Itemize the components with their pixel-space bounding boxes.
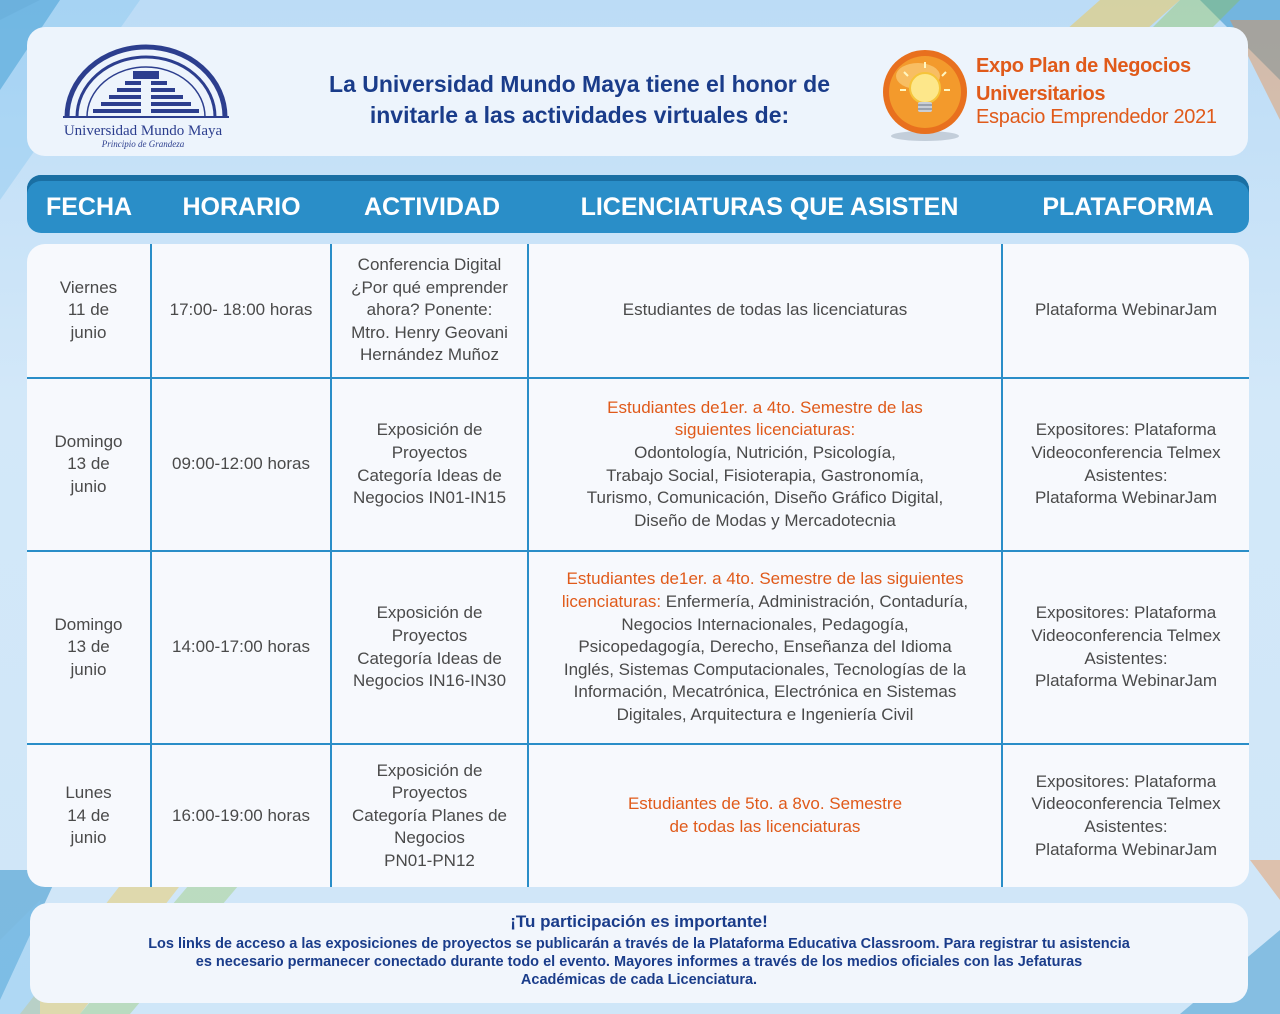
table-row-4-actividad — [332, 745, 527, 887]
table-row-4-licenciaturas — [529, 745, 1001, 887]
plataforma-line: Expositores: Plataforma — [1035, 603, 1217, 623]
actividad-line: Negocios IN16-IN30 — [352, 671, 507, 691]
table-row-1-plataforma — [1003, 244, 1249, 377]
actividad-line: ahora? Ponente: — [366, 300, 493, 320]
licenciaturas-mixed-line — [562, 591, 968, 614]
footer-title: ¡Tu participación es importante! — [510, 912, 768, 931]
column-header-actividad: ACTIVIDAD — [363, 193, 501, 221]
invitation-line-2: invitarle a las actividades virtuales de: — [369, 102, 790, 128]
logo-tagline: Principio de Grandeza — [101, 139, 185, 149]
column-header-horario: HORARIO — [182, 193, 301, 221]
plataforma-line: Asistentes: — [1084, 817, 1168, 836]
table-row-3-fecha — [27, 552, 150, 743]
invitation-line-1: La Universidad Mundo Maya tiene el honor de — [329, 71, 830, 97]
footer-line-1: Los links de acceso a las exposiciones de proyectos se publicarán a través de la Plataforma Educativa Classroom. Para registrar tu asistencia — [148, 936, 1130, 952]
column-header-plataforma: PLATAFORMA — [1042, 193, 1214, 221]
fecha-line: Viernes — [59, 277, 118, 297]
licenciaturas-heading-line: siguientes licenciaturas: — [674, 420, 856, 440]
table-row-2-plataforma — [1003, 379, 1249, 550]
licenciaturas-line: Estudiantes de todas las licenciaturas — [622, 300, 908, 320]
table-row-2-licenciaturas — [529, 379, 1001, 550]
plataforma-line: Plataforma WebinarJam — [1034, 488, 1218, 508]
fecha-line: junio — [70, 828, 107, 848]
fecha-line: Lunes — [65, 783, 112, 803]
plataforma-line: Plataforma WebinarJam — [1034, 839, 1218, 859]
column-header-licenciaturas: LICENCIATURAS QUE ASISTEN — [580, 193, 959, 221]
actividad-line: Exposición de — [376, 760, 483, 780]
invitation-text — [257, 69, 902, 131]
fecha-line: junio — [70, 322, 107, 342]
event-subtitle: Espacio Emprendedor 2021 — [976, 106, 1217, 128]
plataforma-line: Expositores: Plataforma — [1035, 420, 1217, 440]
actividad-line: Categoría Ideas de — [357, 648, 502, 668]
table-row-1-actividad — [332, 244, 527, 377]
plataforma-line: Asistentes: — [1084, 465, 1168, 485]
table-row-4-horario: 16:00-19:00 horas — [172, 805, 310, 825]
licenciaturas-line: Digitales, Arquitectura e Ingeniería Civil — [616, 704, 914, 724]
footer-body — [60, 935, 1218, 989]
table-row-2-fecha — [27, 379, 150, 550]
fecha-line: Domingo — [54, 431, 123, 451]
lightbulb-icon — [878, 48, 972, 144]
plataforma-line: Videoconferencia Telmex — [1031, 625, 1221, 645]
actividad-line: Negocios IN01-IN15 — [352, 488, 507, 508]
licenciaturas-heading-line: Estudiantes de 5to. a 8vo. Semestre — [627, 794, 903, 814]
table-row-3-actividad — [332, 552, 527, 743]
actividad-line: Proyectos — [391, 625, 468, 645]
event-title-line-2: Universitarios — [976, 83, 1106, 105]
licenciaturas-inline: Enfermería, Administración, Contaduría, — [661, 592, 969, 612]
table-row-3-plataforma — [1003, 552, 1249, 743]
fecha-line: 14 de — [67, 805, 110, 825]
licenciaturas-line: Psicopedagogía, Derecho, Enseñanza del Idioma — [578, 637, 952, 657]
table-row-3-horario: 14:00-17:00 horas — [172, 637, 310, 657]
table-row-1-horario: 17:00- 18:00 horas — [169, 300, 313, 320]
actividad-line: Proyectos — [391, 442, 468, 462]
licenciaturas-line: Odontología, Nutrición, Psicología, — [634, 442, 896, 462]
fecha-line: Domingo — [54, 614, 123, 634]
table-row-1-fecha — [27, 244, 150, 377]
actividad-line: Categoría Planes de — [352, 805, 507, 825]
logo-name: Universidad Mundo Maya — [63, 123, 223, 139]
plataforma-line: Asistentes: — [1084, 648, 1168, 668]
fecha-line: 11 de — [67, 300, 110, 320]
event-title — [976, 52, 1191, 108]
event-title-line-1: Expo Plan de Negocios — [976, 55, 1191, 77]
table-row-2-actividad — [332, 379, 527, 550]
table-row-4-fecha — [27, 745, 150, 887]
licenciaturas-heading-line: de todas las licenciaturas — [669, 817, 861, 836]
actividad-line: Hernández Muñoz — [360, 345, 499, 365]
fecha-line: 13 de — [67, 454, 110, 474]
plataforma-line: Videoconferencia Telmex — [1031, 442, 1221, 462]
fecha-line: junio — [70, 476, 107, 496]
table-header — [27, 175, 1249, 233]
actividad-line: PN01-PN12 — [384, 850, 475, 870]
licenciaturas-line: Negocios Internacionales, Pedagogía, — [621, 614, 909, 634]
table-row-2-horario: 09:00-12:00 horas — [172, 454, 310, 474]
plataforma-line: Plataforma WebinarJam — [1034, 671, 1218, 691]
licenciaturas-line: Diseño de Modas y Mercadotecnia — [634, 510, 896, 530]
licenciaturas-heading-line: Estudiantes de1er. a 4to. Semestre de las siguientes — [566, 569, 964, 589]
fecha-line: 13 de — [67, 637, 110, 657]
licenciaturas-heading-line: Estudiantes de1er. a 4to. Semestre de las — [607, 397, 923, 417]
actividad-line: Mtro. Henry Geovani — [351, 322, 508, 342]
table-row-1-licenciaturas — [529, 244, 1001, 377]
licenciaturas-line: Información, Mecatrónica, Electrónica en Sistemas — [573, 682, 957, 702]
licenciaturas-line: Trabajo Social, Fisioterapia, Gastronomía, — [606, 465, 924, 485]
fecha-line: junio — [70, 659, 107, 679]
plataforma-line: Plataforma WebinarJam — [1034, 300, 1218, 320]
footer-line-3: Académicas de cada Licenciatura. — [520, 972, 758, 988]
table-row-3-licenciaturas — [529, 552, 1001, 743]
licenciaturas-heading-suffix: licenciaturas: — [561, 592, 662, 612]
footer-line-2: es necesario permanecer conectado durante todo el evento. Mayores informes a través de los medios oficiales con las Jefaturas — [195, 954, 1083, 970]
table-row-4-plataforma — [1003, 745, 1249, 887]
actividad-line: ¿Por qué emprender — [351, 277, 508, 297]
plataforma-line: Videoconferencia Telmex — [1031, 794, 1221, 814]
actividad-line: Categoría Ideas de — [357, 465, 502, 485]
actividad-line: Exposición de — [376, 603, 483, 623]
column-header-fecha: FECHA — [45, 193, 133, 221]
actividad-line: Conferencia Digital — [357, 255, 502, 275]
actividad-line: Proyectos — [391, 783, 468, 803]
actividad-line: Exposición de — [376, 420, 483, 440]
licenciaturas-line: Turismo, Comunicación, Diseño Gráfico Digital, — [586, 488, 944, 508]
licenciaturas-line: Inglés, Sistemas Computacionales, Tecnologías de la — [563, 659, 967, 679]
actividad-line: Negocios — [394, 828, 465, 848]
plataforma-line: Expositores: Plataforma — [1035, 771, 1217, 791]
